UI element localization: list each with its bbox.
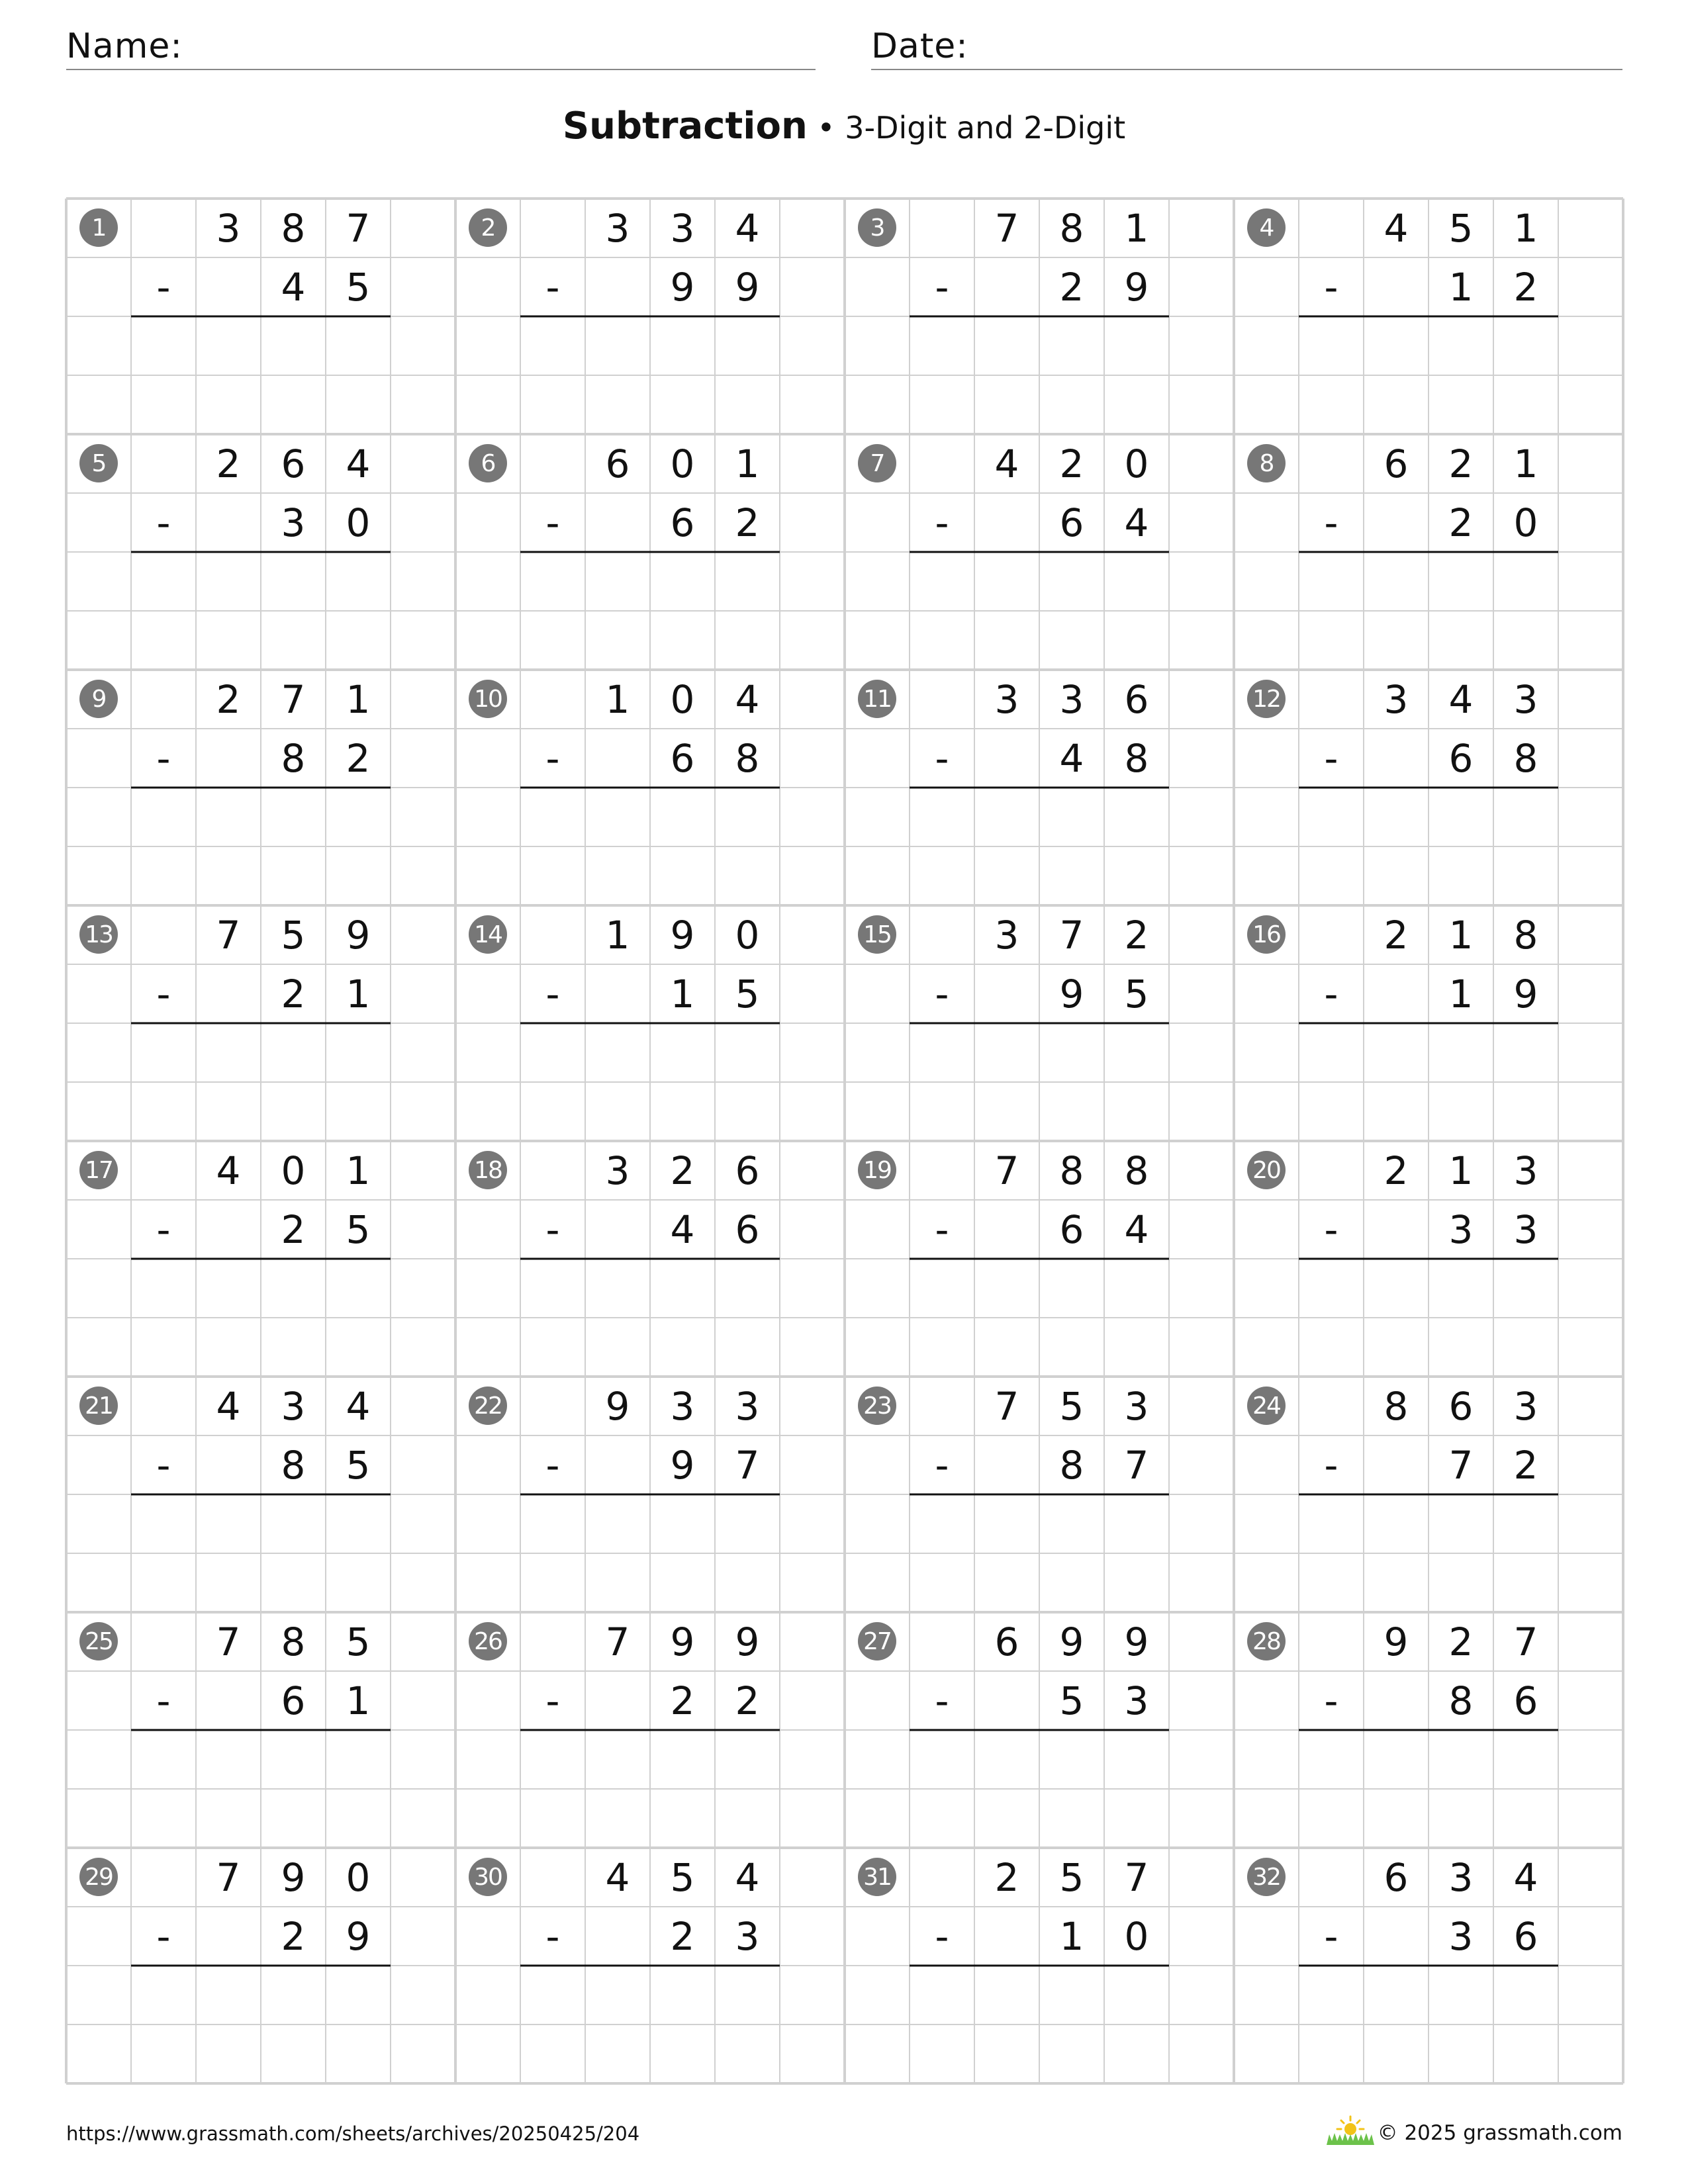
minuend-digit: 3 [605,205,630,251]
subtrahend-digit: 7 [735,1442,760,1488]
problem-number-badge: 14 [469,915,507,954]
subtrahend-digit: 4 [1124,1206,1149,1252]
minuend-digit: 0 [670,441,695,486]
minuend-digit: 5 [670,1854,695,1900]
minus-sign: - [935,735,949,781]
problem-number-badge: 28 [1247,1622,1286,1661]
subtrahend-digit: 5 [1124,971,1149,1017]
minuend-digit: 4 [1383,205,1409,251]
minuend-digit: 3 [670,1383,695,1429]
name-label: Name: [66,26,183,66]
minuend-digit: 8 [1513,912,1538,958]
subtrahend-digit: 2 [735,500,760,545]
minuend-digit: 3 [1513,1383,1538,1429]
minuend-digit: 1 [1513,205,1538,251]
subtrahend-digit: 6 [670,500,695,545]
subtrahend-digit: 2 [1513,264,1538,310]
subtrahend-digit: 2 [1448,500,1474,545]
problem-number-badge: 21 [79,1387,118,1425]
minus-sign: - [935,1442,949,1488]
minuend-digit: 2 [1124,912,1149,958]
minus-sign: - [935,1206,949,1252]
subtrahend-digit: 6 [1059,1206,1084,1252]
subtrahend-digit: 9 [1124,264,1149,310]
minuend-digit: 8 [1124,1148,1149,1193]
subtrahend-digit: 1 [1448,264,1474,310]
problem-number-badge: 2 [469,208,507,247]
minus-sign: - [545,1442,560,1488]
subtrahend-digit: 2 [670,1913,695,1959]
minuend-digit: 1 [346,676,371,722]
minus-sign: - [545,1913,560,1959]
minuend-digit: 3 [281,1383,306,1429]
subtrahend-digit: 6 [735,1206,760,1252]
minus-sign: - [156,1206,171,1252]
subtrahend-digit: 5 [346,264,371,310]
minus-sign: - [935,264,949,310]
problem-number-badge: 9 [79,680,118,718]
minuend-digit: 7 [994,205,1019,251]
minus-sign: - [156,971,171,1017]
minuend-digit: 6 [1383,1854,1409,1900]
minuend-digit: 2 [994,1854,1019,1900]
minuend-digit: 1 [605,912,630,958]
subtrahend-digit: 8 [1059,1442,1084,1488]
subtrahend-digit: 5 [346,1206,371,1252]
title-sub: 3-Digit and 2-Digit [845,110,1126,146]
subtrahend-digit: 6 [1059,500,1084,545]
minuend-digit: 2 [670,1148,695,1193]
minuend-digit: 6 [281,441,306,486]
minuend-digit: 1 [605,676,630,722]
minuend-digit: 1 [1448,912,1474,958]
minuend-digit: 2 [1448,441,1474,486]
minuend-digit: 3 [605,1148,630,1193]
minuend-digit: 4 [994,441,1019,486]
minuend-digit: 9 [346,912,371,958]
problem-number-badge: 19 [858,1151,896,1189]
subtrahend-digit: 1 [1448,971,1474,1017]
problem-number-badge: 5 [79,444,118,482]
subtrahend-digit: 1 [1059,1913,1084,1959]
minus-sign: - [156,500,171,545]
minuend-digit: 7 [216,912,241,958]
minuend-digit: 4 [735,1854,760,1900]
subtrahend-digit: 3 [1448,1206,1474,1252]
subtrahend-digit: 6 [1513,1678,1538,1723]
problem-number-badge: 1 [79,208,118,247]
problem-number-badge: 24 [1247,1387,1286,1425]
minus-sign: - [935,500,949,545]
subtrahend-digit: 2 [1059,264,1084,310]
subtrahend-digit: 0 [1124,1913,1149,1959]
minus-sign: - [156,1678,171,1723]
subtrahend-digit: 0 [346,500,371,545]
minuend-digit: 1 [346,1148,371,1193]
problem-number-badge: 17 [79,1151,118,1189]
minuend-digit: 3 [1383,676,1409,722]
minus-sign: - [1324,264,1338,310]
minuend-digit: 3 [1059,676,1084,722]
subtrahend-digit: 2 [281,1206,306,1252]
subtrahend-digit: 8 [1513,735,1538,781]
subtrahend-digit: 1 [346,1678,371,1723]
minuend-digit: 0 [281,1148,306,1193]
subtrahend-digit: 0 [1513,500,1538,545]
minuend-digit: 9 [670,912,695,958]
minuend-digit: 9 [605,1383,630,1429]
minuend-digit: 0 [1124,441,1149,486]
minus-sign: - [156,1442,171,1488]
minuend-digit: 3 [216,205,241,251]
minus-sign: - [1324,1206,1338,1252]
minuend-digit: 7 [1059,912,1084,958]
subtrahend-digit: 9 [670,1442,695,1488]
minuend-digit: 2 [1059,441,1084,486]
minus-sign: - [545,735,560,781]
subtrahend-digit: 3 [1513,1206,1538,1252]
footer-copyright: © 2025 grassmath.com [1377,2121,1622,2145]
minuend-digit: 7 [994,1148,1019,1193]
minuend-digit: 4 [346,441,371,486]
minuend-digit: 7 [1124,1854,1149,1900]
subtrahend-digit: 2 [735,1678,760,1723]
subtrahend-digit: 1 [346,971,371,1017]
minus-sign: - [156,264,171,310]
minus-sign: - [545,971,560,1017]
minuend-digit: 5 [346,1619,371,1664]
minuend-digit: 4 [1513,1854,1538,1900]
minus-sign: - [1324,1678,1338,1723]
grassmath-logo-icon [1325,2115,1376,2146]
minuend-digit: 7 [216,1619,241,1664]
minus-sign: - [156,735,171,781]
minuend-digit: 0 [346,1854,371,1900]
minuend-digit: 0 [735,912,760,958]
problem-number-badge: 11 [858,680,896,718]
subtrahend-digit: 3 [1124,1678,1149,1723]
minuend-digit: 0 [670,676,695,722]
minus-sign: - [1324,735,1338,781]
minuend-digit: 6 [994,1619,1019,1664]
subtrahend-digit: 8 [281,735,306,781]
minuend-digit: 7 [216,1854,241,1900]
minus-sign: - [545,264,560,310]
minuend-digit: 7 [346,205,371,251]
minuend-digit: 5 [281,912,306,958]
subtrahend-digit: 9 [1059,971,1084,1017]
minuend-digit: 2 [216,441,241,486]
problem-number-badge: 13 [79,915,118,954]
subtrahend-digit: 7 [1124,1442,1149,1488]
minuend-digit: 6 [1448,1383,1474,1429]
problem-number-badge: 7 [858,444,896,482]
minuend-digit: 1 [1448,1148,1474,1193]
minuend-digit: 4 [1448,676,1474,722]
subtrahend-digit: 6 [281,1678,306,1723]
minuend-digit: 3 [1513,1148,1538,1193]
minus-sign: - [156,1913,171,1959]
minuend-digit: 3 [735,1383,760,1429]
problem-number-badge: 20 [1247,1151,1286,1189]
problem-number-badge: 32 [1247,1858,1286,1896]
subtrahend-digit: 2 [1513,1442,1538,1488]
minuend-digit: 9 [1124,1619,1149,1664]
subtrahend-digit: 9 [346,1913,371,1959]
subtrahend-digit: 7 [1448,1442,1474,1488]
minuend-digit: 5 [1448,205,1474,251]
minuend-digit: 4 [346,1383,371,1429]
minus-sign: - [545,500,560,545]
minuend-digit: 3 [670,205,695,251]
subtrahend-digit: 3 [281,500,306,545]
subtrahend-digit: 1 [670,971,695,1017]
subtrahend-digit: 4 [1124,500,1149,545]
minuend-digit: 8 [281,1619,306,1664]
subtrahend-digit: 6 [1513,1913,1538,1959]
minus-sign: - [1324,1442,1338,1488]
subtrahend-digit: 8 [1448,1678,1474,1723]
minuend-digit: 8 [281,205,306,251]
minus-sign: - [545,1206,560,1252]
minuend-digit: 6 [605,441,630,486]
minus-sign: - [1324,1913,1338,1959]
minuend-digit: 5 [1059,1383,1084,1429]
problem-number-badge: 27 [858,1622,896,1661]
minuend-digit: 2 [1383,1148,1409,1193]
minus-sign: - [1324,971,1338,1017]
subtrahend-digit: 3 [735,1913,760,1959]
problem-number-badge: 30 [469,1858,507,1896]
subtrahend-digit: 2 [670,1678,695,1723]
minuend-digit: 7 [1513,1619,1538,1664]
minuend-digit: 6 [735,1148,760,1193]
subtrahend-digit: 9 [735,264,760,310]
minuend-digit: 4 [605,1854,630,1900]
subtrahend-digit: 6 [670,735,695,781]
subtrahend-digit: 9 [1513,971,1538,1017]
minuend-digit: 3 [994,676,1019,722]
subtrahend-digit: 4 [670,1206,695,1252]
subtrahend-digit: 5 [735,971,760,1017]
minuend-digit: 6 [1124,676,1149,722]
problem-number-badge: 4 [1247,208,1286,247]
minus-sign: - [935,1678,949,1723]
subtrahend-digit: 2 [281,971,306,1017]
problem-number-badge: 15 [858,915,896,954]
minuend-digit: 9 [1383,1619,1409,1664]
minuend-digit: 1 [1124,205,1149,251]
minuend-digit: 7 [605,1619,630,1664]
minuend-digit: 3 [994,912,1019,958]
title-main: Subtraction [562,105,808,148]
problem-number-badge: 23 [858,1387,896,1425]
minuend-digit: 9 [281,1854,306,1900]
problem-number-badge: 29 [79,1858,118,1896]
minuend-digit: 3 [1513,676,1538,722]
minuend-digit: 2 [216,676,241,722]
problem-number-badge: 6 [469,444,507,482]
problem-number-badge: 10 [469,680,507,718]
subtrahend-digit: 5 [1059,1678,1084,1723]
minus-sign: - [935,971,949,1017]
subtrahend-digit: 2 [346,735,371,781]
minuend-digit: 9 [670,1619,695,1664]
minus-sign: - [545,1678,560,1723]
minuend-digit: 2 [1448,1619,1474,1664]
problem-number-badge: 3 [858,208,896,247]
minuend-digit: 3 [1448,1854,1474,1900]
subtrahend-digit: 8 [1124,735,1149,781]
minuend-digit: 4 [735,676,760,722]
minuend-digit: 8 [1383,1383,1409,1429]
minuend-digit: 6 [1383,441,1409,486]
minuend-digit: 5 [1059,1854,1084,1900]
minuend-digit: 4 [216,1383,241,1429]
problem-number-badge: 25 [79,1622,118,1661]
problem-number-badge: 31 [858,1858,896,1896]
problem-number-badge: 16 [1247,915,1286,954]
subtrahend-digit: 5 [346,1442,371,1488]
subtrahend-digit: 3 [1448,1913,1474,1959]
minuend-digit: 7 [281,676,306,722]
title-bullet: • [807,110,845,146]
subtrahend-digit: 6 [1448,735,1474,781]
minuend-digit: 9 [735,1619,760,1664]
subtrahend-digit: 2 [281,1913,306,1959]
minus-sign: - [935,1913,949,1959]
minus-sign: - [1324,500,1338,545]
minuend-digit: 1 [1513,441,1538,486]
date-label: Date: [871,26,968,66]
minuend-digit: 8 [1059,205,1084,251]
problem-number-badge: 18 [469,1151,507,1189]
subtrahend-digit: 4 [281,264,306,310]
minuend-digit: 3 [1124,1383,1149,1429]
minuend-digit: 4 [735,205,760,251]
minuend-digit: 2 [1383,912,1409,958]
subtrahend-digit: 4 [1059,735,1084,781]
problem-number-badge: 8 [1247,444,1286,482]
minuend-digit: 1 [735,441,760,486]
subtrahend-digit: 9 [670,264,695,310]
footer-url: https://www.grassmath.com/sheets/archives/20250425/204 [66,2122,640,2145]
minuend-digit: 9 [1059,1619,1084,1664]
problem-number-badge: 26 [469,1622,507,1661]
problem-number-badge: 22 [469,1387,507,1425]
minuend-digit: 8 [1059,1148,1084,1193]
subtrahend-digit: 8 [735,735,760,781]
minuend-digit: 7 [994,1383,1019,1429]
problem-number-badge: 12 [1247,680,1286,718]
minuend-digit: 4 [216,1148,241,1193]
subtrahend-digit: 8 [281,1442,306,1488]
